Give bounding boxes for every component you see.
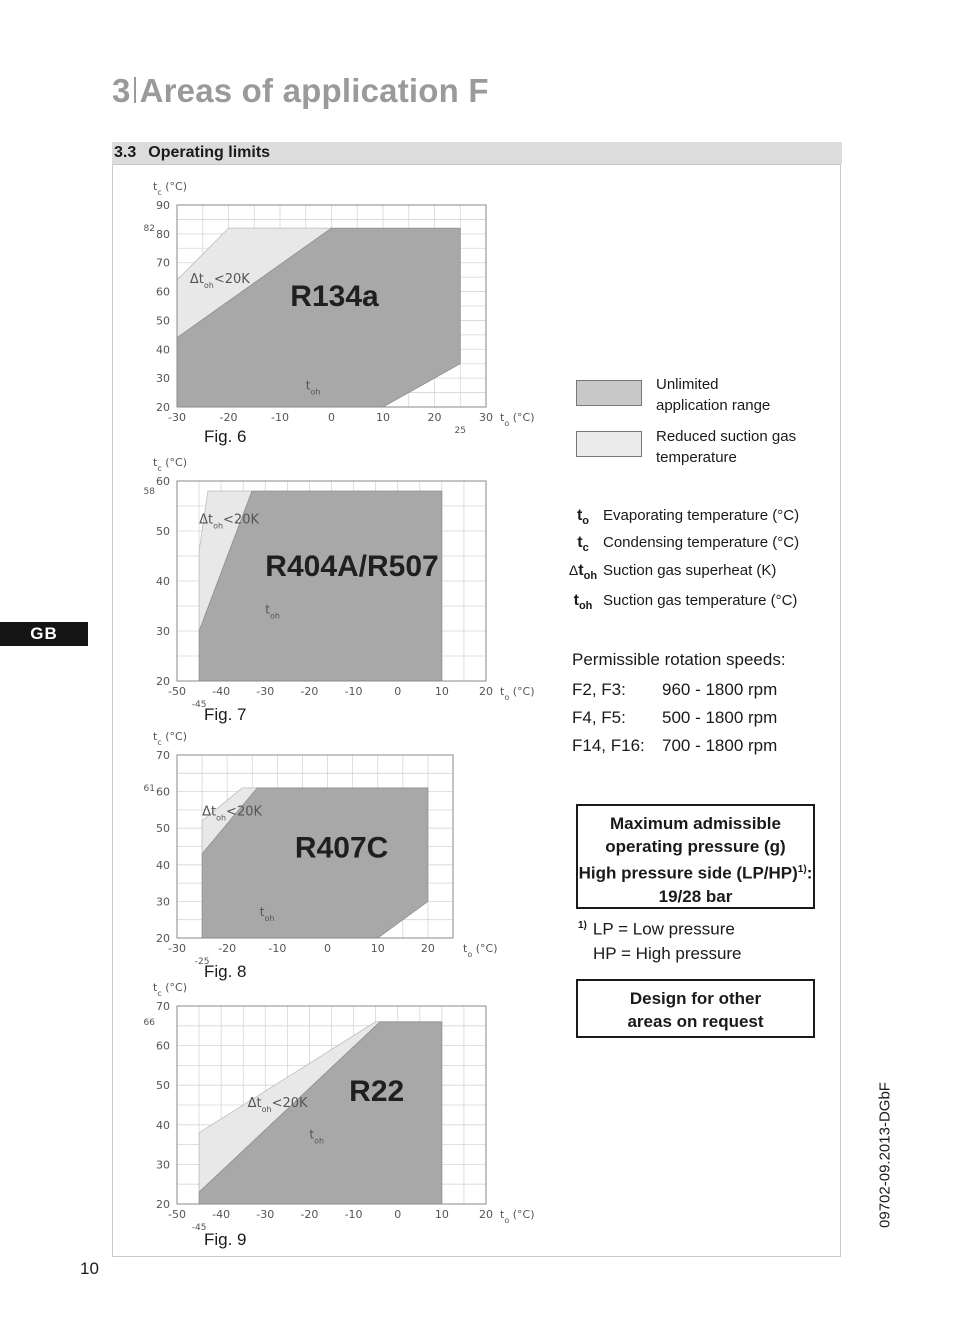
superheat-annotation: $\Delta t_{oh}<20K$	[247, 1095, 308, 1114]
y-tick-label: 90	[156, 199, 170, 212]
speed-range: 700 - 1800 rpm	[662, 736, 778, 755]
y-axis-label: $t_c$ (°C)	[153, 730, 187, 747]
legend-label-reduced	[656, 426, 796, 468]
design-request-box	[576, 979, 815, 1038]
symbol-to: $t_o$	[576, 507, 590, 528]
y-tick-label: 50	[156, 1079, 170, 1093]
x-tick-label: -30	[256, 1208, 275, 1221]
chart-r134a	[130, 172, 550, 434]
y-axis-label: $t_c$ (°C)	[153, 981, 187, 998]
x-extra-tick-label: 25	[454, 426, 466, 436]
y-tick-label: 40	[156, 858, 170, 872]
legend-unlimited-line2: application range	[656, 397, 771, 414]
refrigerant-label: R22	[349, 1075, 405, 1109]
pressure-line2: operating pressure (g)	[605, 837, 786, 856]
symbol-toh: $t_{oh}$	[573, 592, 593, 613]
x-extra-tick-label: -25	[194, 957, 210, 967]
x-tick-label: 20	[479, 1208, 493, 1221]
x-axis-label: $t_o$ (°C)	[500, 1208, 535, 1225]
page-title	[112, 72, 489, 110]
title-divider	[134, 77, 136, 103]
superheat-annotation: $\Delta t_{oh}<20K$	[199, 512, 260, 530]
y-extra-tick-label: 82	[143, 224, 155, 235]
x-tick-label: -20	[219, 411, 238, 424]
y-tick-label: 70	[156, 1000, 170, 1013]
x-tick-label: -50	[168, 1208, 186, 1221]
y-tick-label: 40	[156, 343, 170, 357]
section-heading	[112, 142, 842, 164]
x-tick-label: -30	[168, 411, 186, 424]
chart-r404a-r507	[130, 452, 550, 710]
legend-reduced-line2: temperature	[656, 449, 737, 466]
section-number: 3.3	[114, 144, 137, 161]
legend-unlimited-line1: Unlimited	[656, 376, 719, 393]
rotation-speeds	[572, 646, 786, 760]
chart-r134a-svg	[130, 172, 550, 434]
suction-temp-annotation: $t_{oh}$	[309, 1127, 325, 1146]
symbol-to-desc: Evaporating temperature (°C)	[603, 507, 800, 524]
y-tick-label: 70	[156, 256, 170, 270]
y-tick-label: 20	[156, 1198, 170, 1211]
x-axis-label: $t_o$ (°C)	[500, 685, 535, 702]
speed-row	[572, 676, 786, 704]
figure-caption-9: Fig. 9	[204, 1230, 247, 1249]
section-title: Operating limits	[148, 144, 271, 161]
language-tab: GB	[0, 622, 88, 646]
legend-label-unlimited	[656, 374, 770, 416]
refrigerant-label: R407C	[294, 831, 389, 865]
document-id: 09702-09.2013-DGbF	[876, 1082, 894, 1228]
x-tick-label: 20	[479, 685, 493, 698]
suction-temp-annotation: $t_{oh}$	[259, 905, 275, 923]
x-tick-label: 0	[328, 411, 335, 424]
y-tick-label: 20	[156, 675, 170, 688]
request-line2: areas on request	[627, 1012, 764, 1031]
y-axis-label: $t_c$ (°C)	[153, 180, 187, 197]
y-tick-label: 60	[156, 285, 170, 299]
x-tick-label: -40	[212, 685, 231, 698]
speed-row	[572, 704, 786, 732]
refrigerant-label: R404A/R507	[265, 550, 439, 583]
page-number: 10	[80, 1259, 99, 1278]
x-tick-label: 30	[479, 411, 493, 424]
x-extra-tick-label: -45	[191, 1223, 207, 1233]
y-tick-label: 60	[156, 1039, 170, 1053]
y-tick-label: 50	[156, 525, 170, 538]
refrigerant-label: R134a	[290, 280, 379, 313]
y-extra-tick-label: 66	[143, 1017, 155, 1028]
x-tick-label: 10	[376, 411, 390, 424]
speed-models: F4, F5:	[572, 708, 626, 727]
pressure-line1: Maximum admissible	[609, 814, 781, 833]
legend-swatch-reduced	[576, 431, 642, 457]
chart-r407c	[130, 726, 550, 967]
symbol-toh-desc: Suction gas temperature (°C)	[603, 592, 798, 609]
symbol-dtoh: $\Delta t_{oh}$	[568, 562, 598, 583]
y-tick-label: 20	[156, 401, 170, 414]
speeds-heading: Permissible rotation speeds:	[572, 650, 786, 669]
y-tick-label: 20	[156, 932, 170, 945]
y-tick-label: 70	[156, 749, 170, 762]
x-tick-label: -10	[344, 1208, 363, 1221]
y-extra-tick-label: 61	[143, 783, 155, 794]
x-tick-label: 20	[420, 942, 435, 955]
pressure-line3: High pressure side $(LP/HP)^{1)}$:	[578, 863, 813, 883]
superheat-annotation: $\Delta t_{oh}<20K$	[202, 804, 263, 822]
x-tick-label: -10	[268, 942, 287, 955]
speed-models: F2, F3:	[572, 680, 626, 699]
x-tick-label: -10	[271, 411, 289, 424]
y-tick-label: 50	[156, 314, 170, 328]
x-tick-label: 0	[394, 685, 402, 698]
x-tick-label: -30	[256, 685, 275, 698]
y-tick-label: 60	[156, 475, 170, 488]
speed-range: 500 - 1800 rpm	[662, 708, 778, 727]
chapter-title: Areas of application F	[139, 72, 489, 109]
x-extra-tick-label: -45	[191, 700, 207, 710]
x-tick-label: -20	[218, 942, 237, 955]
suction-temp-annotation: $t_{oh}$	[305, 378, 321, 397]
request-line1: Design for other	[629, 989, 762, 1008]
symbol-tc: $t_c$	[577, 534, 589, 555]
x-tick-label: 20	[427, 411, 442, 424]
x-tick-label: -20	[300, 1208, 319, 1221]
x-tick-label: 10	[434, 685, 449, 698]
y-extra-tick-label: 58	[143, 487, 155, 497]
y-tick-label: 30	[156, 372, 170, 386]
speed-models: F14, F16:	[572, 736, 645, 755]
x-tick-label: -10	[344, 685, 363, 698]
y-tick-label: 30	[156, 625, 170, 638]
y-tick-label: 80	[156, 227, 170, 241]
y-tick-label: 60	[156, 785, 170, 799]
footnote-line2: HP = High pressure	[593, 943, 742, 963]
legend-swatch-unlimited	[576, 380, 642, 406]
x-tick-label: 10	[434, 1208, 449, 1221]
footnote	[578, 914, 742, 966]
y-axis-label: $t_c$ (°C)	[153, 456, 187, 473]
x-tick-label: 0	[324, 942, 332, 955]
x-tick-label: 10	[370, 942, 385, 955]
chart-r404a-r507-svg	[130, 452, 550, 710]
chart-r22	[130, 978, 550, 1232]
y-tick-label: 50	[156, 822, 170, 836]
figure-caption-6: Fig. 6	[204, 427, 247, 446]
x-tick-label: -40	[212, 1208, 231, 1221]
legend-reduced-line1: Reduced suction gas	[656, 428, 797, 445]
y-tick-label: 30	[156, 1158, 170, 1172]
figure-caption-7: Fig. 7	[204, 705, 247, 724]
x-tick-label: -30	[168, 942, 186, 955]
footnote-line1: $^{1)}$ LP = Low pressure	[578, 919, 735, 939]
x-axis-label: $t_o$ (°C)	[463, 942, 498, 959]
suction-temp-annotation: $t_{oh}$	[265, 602, 280, 620]
speed-row	[572, 732, 786, 760]
x-tick-label: -50	[168, 685, 186, 698]
chapter-number: 3	[112, 72, 131, 109]
y-tick-label: 30	[156, 895, 170, 909]
chart-r407c-svg	[130, 726, 550, 967]
y-tick-label: 40	[156, 1118, 170, 1132]
superheat-annotation: $\Delta t_{oh}<20K$	[189, 271, 250, 290]
max-pressure-box	[576, 804, 815, 909]
y-tick-label: 40	[156, 575, 170, 588]
speed-range: 960 - 1800 rpm	[662, 680, 778, 699]
symbol-tc-desc: Condensing temperature (°C)	[603, 534, 800, 551]
figure-caption-8: Fig. 8	[204, 962, 247, 981]
chart-r22-svg	[130, 978, 550, 1232]
pressure-line4: 19/28 bar	[658, 886, 733, 906]
x-axis-label: $t_o$ (°C)	[500, 411, 535, 428]
x-tick-label: -20	[300, 685, 319, 698]
x-tick-label: 0	[394, 1208, 402, 1221]
symbol-dtoh-desc: Suction gas superheat (K)	[603, 562, 777, 579]
